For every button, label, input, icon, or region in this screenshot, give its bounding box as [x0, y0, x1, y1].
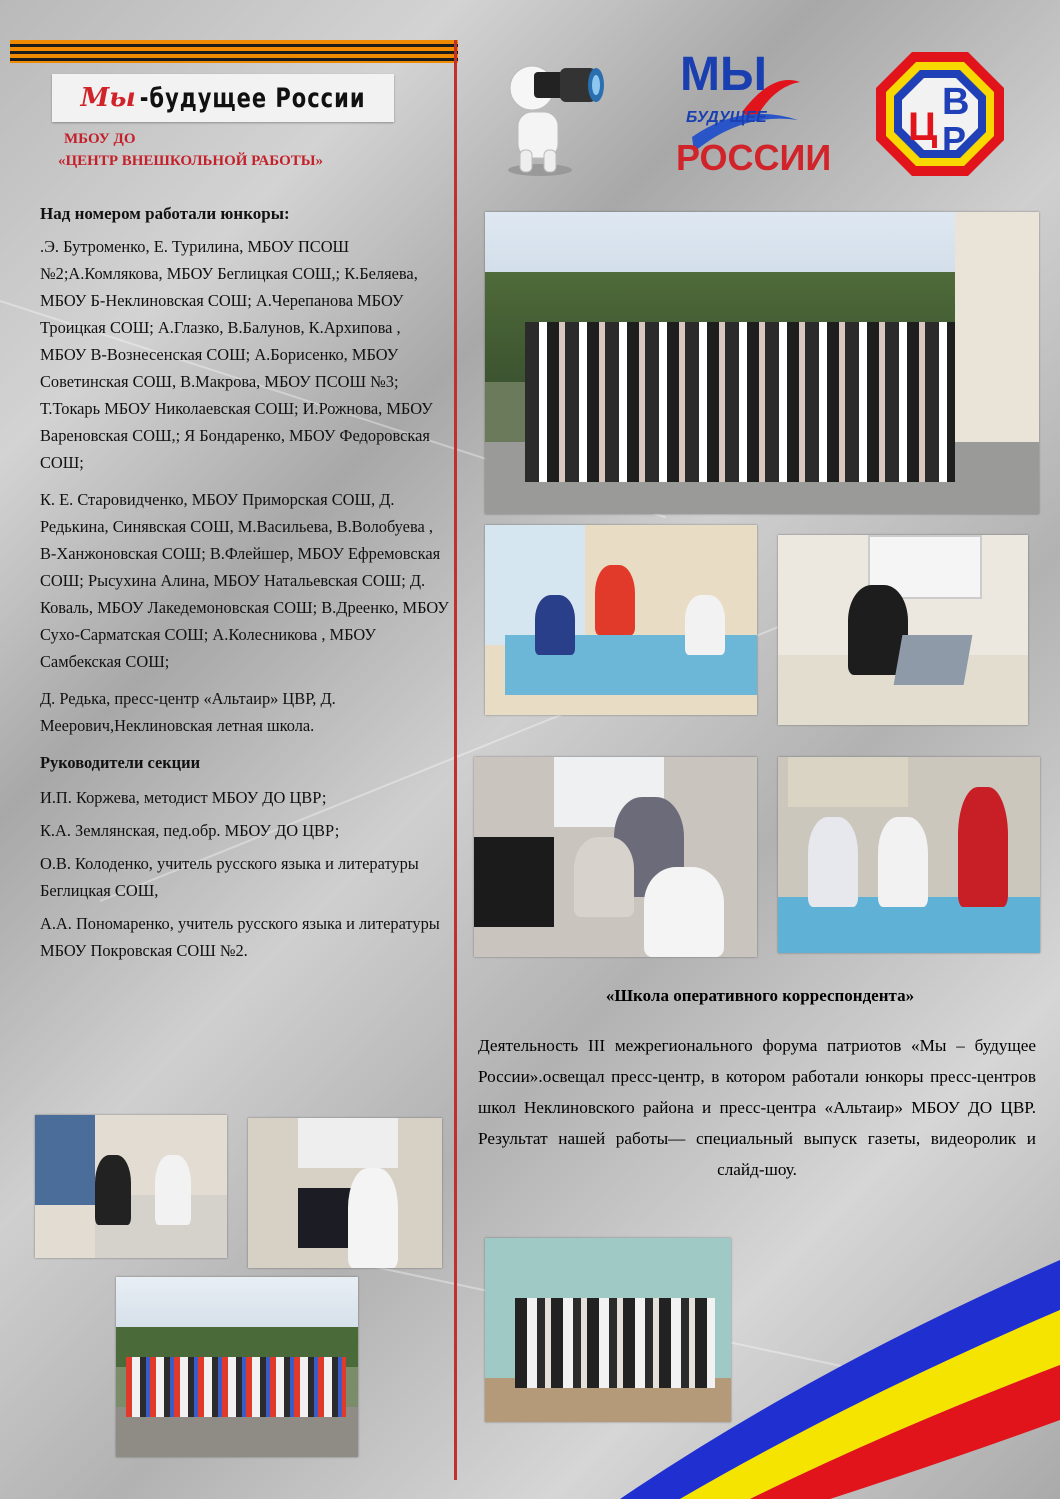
mb-logo-my: МЫ	[680, 48, 767, 101]
photo-students-table	[778, 757, 1040, 953]
article-title: «Школа оперативного корреспондента»	[605, 986, 915, 1005]
organization-name	[58, 128, 323, 172]
flag-swoosh	[590, 1220, 1060, 1499]
article-body: Деятельность III межрегионального форума патриотов «Мы – будущее России».освещал пресс-центр, в котором работали юнкоры пресс-центров школ Неклиновского района и пресс-центра «Альтаир» МБОУ ДО ЦВР. Результат нашей работы— специальный выпуск газеты, видеоролик и слайд-шоу.	[478, 1036, 1036, 1179]
leader-item: О.В. Колоденко, учитель русского языка и литературы Беглицкая СОШ,	[40, 854, 419, 900]
photo-classroom-1	[485, 525, 757, 715]
mb-logo-rossii: РОССИИ	[676, 137, 832, 178]
title-banner	[52, 74, 394, 122]
banner-mi: Мы	[80, 83, 136, 113]
credits-paragraph: .Э. Бутроменко, Е. Турилина, МБОУ ПСОШ №2;А.Комлякова, МБОУ Беглицкая СОШ,; К.Беляева, МБОУ Б-Неклиновская СОШ; А.Черепанова МБОУ Троицкая СОШ; А.Глазко, В.Балунов, К.Архипова , МБОУ В-Вознесенская СОШ; А.Борисенко, МБОУ Советинская СОШ, В.Макрова, МБОУ ПСОШ №3; Т.Токарь МБОУ Николаевская СОШ; И.Рожнова, МБОУ Вареновская СОШ,; Я Бондаренко, МБОУ Федоровская СОШ;	[40, 237, 433, 472]
leaders-heading: Руководители секции	[40, 753, 201, 772]
cvr-logo	[872, 48, 1008, 180]
my-budushchee-rossii-logo	[672, 42, 832, 182]
photo-parade	[116, 1277, 358, 1457]
leader-item: И.П. Коржева, методист МБОУ ДО ЦВР;	[40, 788, 327, 807]
cvr-logo-v: В	[942, 81, 970, 123]
cvr-logo-r: Р	[942, 119, 967, 160]
group-photo-outdoor	[485, 212, 1039, 514]
leader-item: К.А. Землянская, пед.обр. МБОУ ДО ЦВР;	[40, 821, 340, 840]
photo-computer-class	[474, 757, 757, 957]
photographer-icon	[498, 50, 608, 178]
org-line-2: «ЦЕНТР ВНЕШКОЛЬНОЙ РАБОТЫ»	[58, 153, 323, 169]
photo-laptops-desk	[248, 1118, 442, 1268]
leader-item: А.А. Пономаренко, учитель русского языка и литературы МБОУ Покровская СОШ №2.	[40, 914, 440, 960]
photo-office-laptop	[778, 535, 1028, 725]
org-line-1: МБОУ ДО	[64, 131, 136, 147]
banner-title: -будущее России	[139, 83, 366, 113]
credits-column	[40, 200, 450, 970]
credits-paragraph: Д. Редька, пресс-центр «Альтаир» ЦВР, Д. Меерович,Неклиновская летная школа.	[40, 689, 336, 735]
credits-paragraph: К. Е. Старовидченко, МБОУ Приморская СОШ, Д. Редькина, Синявская СОШ, М.Васильева, В.Волобуева , В-Ханжоновская СОШ; В.Флейшер, МБОУ Ефремовская СОШ; Рысухина Алина, МБОУ Натальевская СОШ; Д. Коваль, МБОУ Лакедемоновская СОШ; В.Дреенко, МБОУ Сухо-Сарматская СОШ; А.Колесникова , МБОУ Самбекская СОШ;	[40, 490, 449, 671]
mb-logo-budushchee: БУДУЩЕЕ	[686, 109, 767, 126]
st-george-ribbon	[10, 40, 458, 63]
red-divider-line	[454, 40, 457, 1480]
photo-reception-desk	[35, 1115, 227, 1258]
leaders-list	[40, 784, 450, 964]
credits-heading: Над номером работали юнкоры:	[40, 204, 290, 223]
cvr-logo-c: Ц	[908, 105, 938, 149]
